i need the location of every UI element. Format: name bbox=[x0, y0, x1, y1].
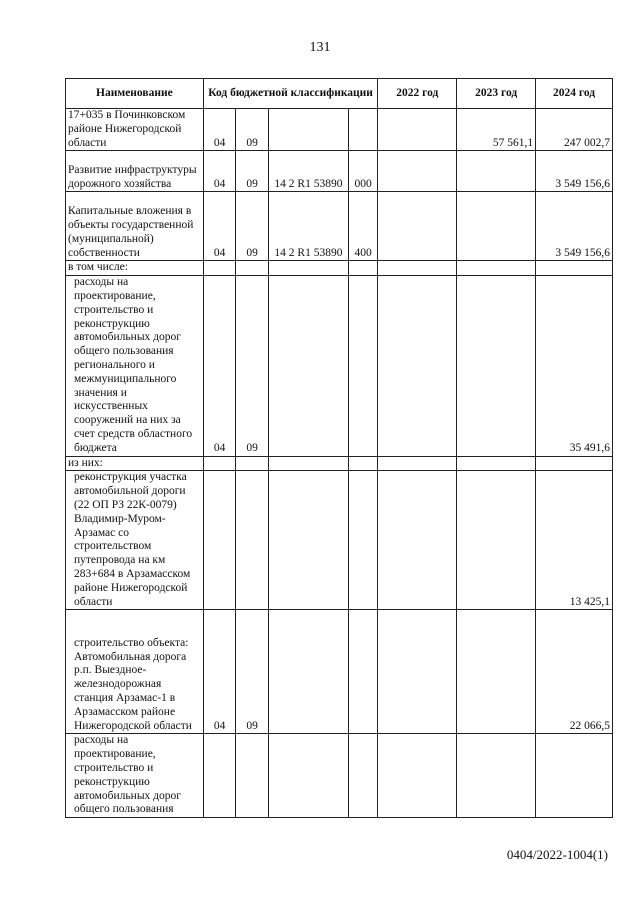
cell-2024 bbox=[536, 456, 613, 471]
cell-code-type bbox=[348, 456, 377, 471]
cell-2024: 13 425,1 bbox=[536, 471, 613, 610]
cell-code-section bbox=[203, 734, 236, 818]
cell-name: 17+035 в Починковском районе Нижегородской области bbox=[66, 109, 204, 151]
cell-2024: 22 066,5 bbox=[536, 610, 613, 734]
cell-2023: 57 561,1 bbox=[457, 109, 536, 151]
document-code: 0404/2022-1004(1) bbox=[506, 847, 608, 862]
budget-table bbox=[65, 78, 613, 818]
cell-name bbox=[66, 610, 204, 734]
table-row bbox=[66, 192, 613, 261]
cell-name-text: строительство объекта: Автомобильная дорога р.п. Выездное-железнодорожная станция Арзамас-1 в Арзамасском районе Нижегородской области bbox=[74, 636, 192, 732]
cell-code-type bbox=[348, 610, 377, 734]
cell-code-section: 04 bbox=[203, 192, 236, 261]
cell-code-subsection: 09 bbox=[236, 192, 269, 261]
cell-2024 bbox=[536, 261, 613, 276]
header-2024: 2024 год bbox=[536, 79, 613, 109]
cell-2022 bbox=[378, 192, 457, 261]
cell-2023 bbox=[457, 261, 536, 276]
cell-code-type bbox=[348, 261, 377, 276]
header-code: Код бюджетной классификации bbox=[203, 79, 378, 109]
cell-code-target bbox=[268, 109, 348, 151]
cell-name: Развитие инфраструктуры дорожного хозяйства bbox=[66, 151, 204, 192]
table-row bbox=[66, 261, 613, 276]
cell-code-section: 04 bbox=[203, 610, 236, 734]
cell-code-subsection bbox=[236, 471, 269, 610]
cell-2024: 3 549 156,6 bbox=[536, 192, 613, 261]
cell-2023 bbox=[457, 151, 536, 192]
cell-code-subsection: 09 bbox=[236, 109, 269, 151]
cell-2023 bbox=[457, 734, 536, 818]
cell-2024: 3 549 156,6 bbox=[536, 151, 613, 192]
table-row bbox=[66, 456, 613, 471]
cell-name-text: реконструкция участка автомобильной дороги (22 ОП РЗ 22К-0079) Владимир-Муром-Арзамас со строительством путепровода на км 283+684 в Арзамасском районе Нижегородской области bbox=[74, 471, 191, 608]
cell-code-subsection: 09 bbox=[236, 276, 269, 456]
table-body bbox=[66, 109, 613, 818]
cell-code-target bbox=[268, 456, 348, 471]
table-row bbox=[66, 471, 613, 610]
cell-2023 bbox=[457, 471, 536, 610]
cell-code-section: 04 bbox=[203, 151, 236, 192]
table-row bbox=[66, 109, 613, 151]
cell-code-target: 14 2 R1 53890 bbox=[268, 151, 348, 192]
cell-code-section bbox=[203, 471, 236, 610]
cell-2024 bbox=[536, 734, 613, 818]
cell-2023 bbox=[457, 610, 536, 734]
cell-code-section bbox=[203, 261, 236, 276]
cell-2023 bbox=[457, 456, 536, 471]
header-2022: 2022 год bbox=[378, 79, 457, 109]
cell-code-subsection bbox=[236, 734, 269, 818]
cell-code-subsection bbox=[236, 456, 269, 471]
cell-code-subsection: 09 bbox=[236, 610, 269, 734]
cell-2023 bbox=[457, 276, 536, 456]
table-row bbox=[66, 734, 613, 818]
cell-code-subsection: 09 bbox=[236, 151, 269, 192]
table-row bbox=[66, 151, 613, 192]
cell-name-text: расходы на проектирование, строительство и реконструкцию автомобильных дорог общего пользования bbox=[74, 734, 181, 816]
cell-name: в том числе: bbox=[66, 261, 204, 276]
cell-name: Капитальные вложения в объекты государственной (муниципальной) собственности bbox=[66, 192, 204, 261]
cell-code-type bbox=[348, 276, 377, 456]
cell-2023 bbox=[457, 192, 536, 261]
cell-2022 bbox=[378, 471, 457, 610]
cell-2024: 247 002,7 bbox=[536, 109, 613, 151]
table-row bbox=[66, 610, 613, 734]
cell-code-type bbox=[348, 734, 377, 818]
cell-name: из них: bbox=[66, 456, 204, 471]
header-2023: 2023 год bbox=[457, 79, 536, 109]
cell-2022 bbox=[378, 109, 457, 151]
cell-2024: 35 491,6 bbox=[536, 276, 613, 456]
cell-2022 bbox=[378, 261, 457, 276]
cell-code-section bbox=[203, 456, 236, 471]
cell-code-subsection bbox=[236, 261, 269, 276]
cell-code-type: 400 bbox=[348, 192, 377, 261]
cell-name bbox=[66, 276, 204, 456]
cell-code-target bbox=[268, 261, 348, 276]
cell-code-section: 04 bbox=[203, 109, 236, 151]
cell-2022 bbox=[378, 151, 457, 192]
cell-2022 bbox=[378, 734, 457, 818]
cell-code-type bbox=[348, 471, 377, 610]
cell-2022 bbox=[378, 610, 457, 734]
cell-code-target bbox=[268, 471, 348, 610]
cell-2022 bbox=[378, 276, 457, 456]
table-header-row bbox=[66, 79, 613, 109]
header-name: Наименование bbox=[66, 79, 204, 109]
cell-code-type: 000 bbox=[348, 151, 377, 192]
cell-code-type bbox=[348, 109, 377, 151]
cell-name-text: расходы на проектирование, строительство и реконструкцию автомобильных дорог общего пользования регионального и межмуниципального значения и искусственных сооружений на них за счет средств областного бюджета bbox=[74, 276, 193, 454]
page-number: 131 bbox=[309, 40, 331, 55]
cell-code-target bbox=[268, 610, 348, 734]
cell-code-target: 14 2 R1 53890 bbox=[268, 192, 348, 261]
cell-code-target bbox=[268, 734, 348, 818]
cell-2022 bbox=[378, 456, 457, 471]
table-row bbox=[66, 276, 613, 456]
cell-code-target bbox=[268, 276, 348, 456]
cell-name bbox=[66, 734, 204, 818]
cell-code-section: 04 bbox=[203, 276, 236, 456]
cell-name bbox=[66, 471, 204, 610]
